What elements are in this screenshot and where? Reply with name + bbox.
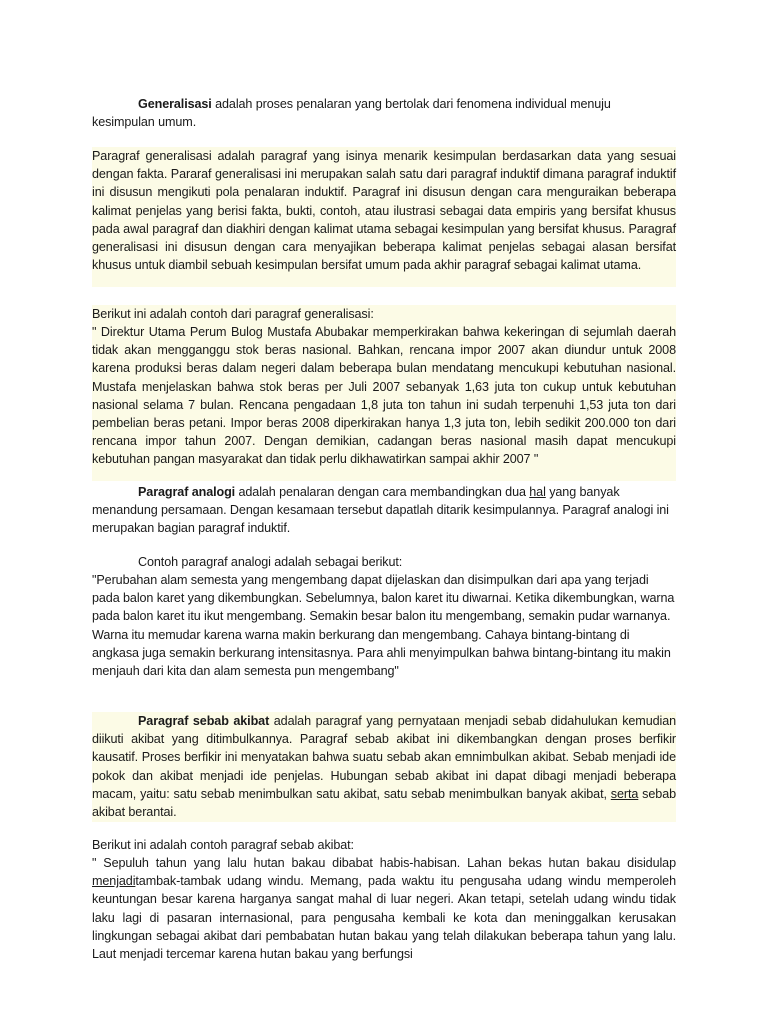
generalisasi-example: " Direktur Utama Perum Bulog Mustafa Abubakar memperkirakan bahwa kekeringan di sejumlah daerah tidak akan mengganggu stok beras nasional. Bahkan, rencana impor 2007 akan diundur untuk 2008 karena produksi beras dalam negeri dalam beberapa bulan mendatang mencukupi kebutuhan nasional. Mustafa menjelaskan bahwa stok beras per Juli 2007 sebanyak 1,63 juta ton cukup untuk kebutuhan nasional selama 7 bulan. Rencana pengadaan 1,8 juta ton tahun ini sudah terpenuhi 1,53 juta ton dari pembelian beras petani. Impor beras 2008 diperkirakan hanya 1,3 juta ton, lebih sedikit 200.000 ton dari rencana impor tahun 2007. Dengan demikian, cadangan beras nasional masih dapat mencukupi kebutuhan pangan masyarakat dan tidak perlu dikhawatirkan sampai akhir 2007 " <box>92 323 676 481</box>
analogi-example: "Perubahan alam semesta yang mengembang dapat dijelaskan dan disimpulkan dari apa yang terjadi pada balon karet yang dikembungkan. Sebelumnya, balon karet itu diwarnai. Ketika dikembungkan, warna pada balon karet itu ikut mengembang. Semakin besar balon itu mengembang, semakin pudar warnanya. Warna itu memudar karena warna makin berkurang dan mengembang. Cahaya bintang-bintang di angkasa juga semakin berkurang intensitasnya. Para ahli menyimpulkan bahwa bintang-bintang itu makin menjauh dari kita dan alam semesta pun mengembang" <box>92 573 675 679</box>
sebab-akibat-term: Paragraf sebab akibat <box>138 714 270 728</box>
generalisasi-example-intro: Berikut ini adalah contoh dari paragraf generalisasi: <box>92 305 676 325</box>
generalisasi-definition: Generalisasi adalah proses penalaran yang bertolak dari fenomena individual menuju kesimpulan umum. <box>92 97 611 130</box>
sebab-akibat-link-serta[interactable]: serta <box>610 786 639 801</box>
generalisasi-term: Generalisasi <box>138 97 212 111</box>
sebab-akibat-definition: Paragraf sebab akibat adalah paragraf yang pernyataan menjadi sebab didahulukan kemudian diikuti akibat yang ditimbulkannya. Paragraf sebab akibat ini dikembangkan dengan proses berfikir kausatif. Proses berfikir ini menyatakan bahwa suatu sebab akan emnimbulkan akibat. Sebab menjadi ide pokok dan akibat menjadi ide penjelas. Hubungan sebab akibat ini dapat dibagi menjadi beberapa macam, yaitu: satu sebab menimbulkan satu akibat, satu sebab menimbulkan banyak akibat, serta sebab akibat berantai. <box>92 712 676 822</box>
generalisasi-explanation: Paragraf generalisasi adalah paragraf yang isinya menarik kesimpulan berdasarkan data yang sesuai dengan fakta. Pararaf generalisasi ini merupakan salah satu dari paragraf induktif dimana paragraf induktif ini disusun mengikuti pola penalaran induktif. Paragraf ini disusun dengan cara menguraikan beberapa kalimat penjelas yang berisi fakta, bukti, contoh, atau ilustrasi sebagai data empiris yang bersifat khusus pada awal paragraf dan diakhiri dengan kalimat utama sebagai kesimpulan yang bersifat khusus. Paragraf generalisasi ini disusun dengan cara menyajikan beberapa kalimat penjelas sebagai alasan bersifat khusus untuk diambil sebuah kesimpulan bersifat umum pada akhir paragraf sebagai kalimat utama. <box>92 147 676 287</box>
sebab-akibat-example-intro: Berikut ini adalah contoh paragraf sebab akibat: <box>92 838 354 852</box>
sebab-akibat-link-menjadi[interactable]: menjadi <box>92 874 136 889</box>
sebab-akibat-example: " Sepuluh tahun yang lalu hutan bakau dibabat habis-habisan. Lahan bekas hutan bakau disidulap menjaditambak-tambak udang windu. Memang, pada waktu itu pengusaha udang windu memperoleh keuntungan besar karena harganya sangat mahal di luar negeri. Akan tetapi, setelah udang windu tidak laku lagi di pasaran internasional, para pengusaha kembali ke kota dan meninggalkan kerusakan lingkungan sebagai akibat dari pembabatan hutan bakau yang telah dilakukan beberapa tahun yang lalu. Laut menjadi tercemar karena hutan bakau yang berfungsi <box>92 856 676 962</box>
analogi-definition: Paragraf analogi adalah penalaran dengan cara membandingkan dua hal yang banyak menandung persamaan. Dengan kesamaan tersebut dapatlah ditarik kesimpulannya. Paragraf analogi ini merupakan bagian paragraf induktif. <box>92 485 669 536</box>
analogi-term: Paragraf analogi <box>138 485 236 499</box>
analogi-link-hal[interactable]: hal <box>529 485 546 499</box>
analogi-example-intro: Contoh paragraf analogi adalah sebagai berikut: <box>138 555 403 569</box>
